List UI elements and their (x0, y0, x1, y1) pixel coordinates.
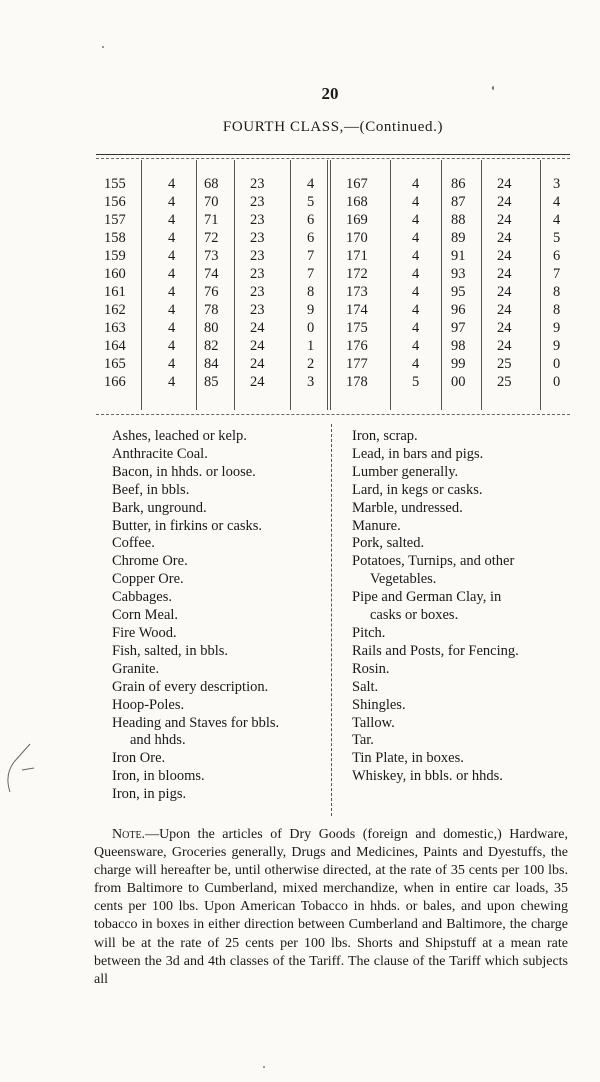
note-label: Note. (112, 827, 146, 842)
table-cell: 84 (204, 356, 219, 372)
margin-pencil-mark (0, 740, 40, 800)
article-item: Tallow. (352, 714, 395, 731)
articles-left-column (112, 428, 279, 804)
table-cell: 2 (307, 356, 315, 372)
article-item: Chrome Ore. (112, 553, 188, 570)
table-cell: 89 (451, 230, 466, 246)
table-cell: 96 (451, 302, 466, 318)
table-cell: 00 (451, 374, 466, 390)
table-cell: 160 (104, 266, 126, 282)
table-cell: 85 (204, 374, 219, 390)
article-item: Iron Ore. (112, 750, 166, 767)
table-cell: 80 (204, 320, 219, 336)
table-row (96, 338, 574, 356)
table-cell: 9 (553, 320, 561, 336)
table-top-rule (96, 154, 570, 155)
table-cell: 178 (346, 374, 368, 390)
table-cell: 7 (307, 266, 315, 282)
table-cell: 164 (104, 338, 126, 354)
article-item: Salt. (352, 678, 379, 695)
table-cell: 82 (204, 338, 219, 354)
table-cell: 23 (250, 212, 265, 228)
table-cell: 4 (168, 356, 176, 372)
table-cell: 6 (553, 248, 561, 264)
table-cell: 162 (104, 302, 126, 318)
article-item: Grain of every description. (112, 678, 269, 695)
article-item: Marble, undressed. (352, 499, 463, 516)
article-item: Shingles. (352, 696, 406, 713)
table-cell: 6 (307, 212, 315, 228)
table-cell: 156 (104, 194, 126, 210)
article-item: Fire Wood. (112, 624, 177, 641)
table-cell: 25 (497, 356, 512, 372)
table-cell: 72 (204, 230, 219, 246)
table-cell: 91 (451, 248, 466, 264)
table-cell: 4 (168, 320, 176, 336)
table-cell: 157 (104, 212, 126, 228)
table-cell: 159 (104, 248, 126, 264)
table-row (96, 212, 574, 230)
article-item: Heading and Staves for bbls. (112, 714, 280, 731)
table-cell: 8 (553, 284, 561, 300)
table-cell: 169 (346, 212, 368, 228)
table-top-rule-2 (96, 158, 570, 159)
table-cell: 174 (346, 302, 368, 318)
table-row (96, 320, 574, 338)
table-cell: 177 (346, 356, 368, 372)
table-cell: 24 (497, 230, 512, 246)
table-cell: 4 (168, 248, 176, 264)
table-cell: 4 (412, 356, 420, 372)
article-item: Anthracite Coal. (112, 445, 208, 462)
table-cell: 158 (104, 230, 126, 246)
article-item: Bacon, in hhds. or loose. (112, 463, 256, 480)
table-row (96, 230, 574, 248)
class-heading-title: FOURTH CLASS, (222, 119, 345, 135)
table-cell: 8 (307, 284, 315, 300)
table-cell: 23 (250, 230, 265, 246)
table-row (96, 194, 574, 212)
table-cell: 71 (204, 212, 219, 228)
table-cell: 9 (307, 302, 315, 318)
table-cell: 4 (168, 284, 176, 300)
table-cell: 4 (168, 212, 176, 228)
article-item: Cabbages. (112, 589, 172, 606)
article-item: Pork, salted. (352, 535, 425, 552)
table-cell: 23 (250, 266, 265, 282)
article-item: Iron, in blooms. (112, 768, 205, 785)
article-item-continuation: casks or boxes. (370, 607, 459, 624)
table-cell: 24 (497, 248, 512, 264)
table-cell: 24 (497, 320, 512, 336)
table-cell: 167 (346, 176, 368, 192)
table-cell: 5 (412, 374, 420, 390)
class-heading-suffix: —(Continued.) (344, 119, 444, 135)
table-cell: 8 (553, 302, 561, 318)
table-cell: 5 (307, 194, 315, 210)
table-cell: 7 (307, 248, 315, 264)
table-cell: 4 (412, 302, 420, 318)
table-cell: 24 (250, 356, 265, 372)
table-cell: 86 (451, 176, 466, 192)
table-cell: 9 (553, 338, 561, 354)
table-row (96, 302, 574, 320)
table-cell: 4 (168, 302, 176, 318)
table-cell: 24 (250, 374, 265, 390)
table-cell: 4 (412, 194, 420, 210)
table-cell: 4 (553, 212, 561, 228)
table-cell: 4 (168, 338, 176, 354)
table-cell: 24 (497, 176, 512, 192)
article-item: Bark, unground. (112, 499, 207, 516)
table-row (96, 176, 574, 194)
article-item: Tin Plate, in boxes. (352, 750, 464, 767)
table-cell: 4 (553, 194, 561, 210)
table-cell: 3 (307, 374, 315, 390)
table-cell: 6 (307, 230, 315, 246)
table-cell: 74 (204, 266, 219, 282)
table-cell: 5 (553, 230, 561, 246)
scan-speck (102, 46, 104, 48)
table-cell: 23 (250, 194, 265, 210)
table-cell: 24 (497, 338, 512, 354)
table-row (96, 266, 574, 284)
article-item: Whiskey, in bbls. or hhds. (352, 768, 503, 785)
table-cell: 4 (412, 266, 420, 282)
table-cell: 168 (346, 194, 368, 210)
table-cell: 23 (250, 302, 265, 318)
table-cell: 24 (497, 302, 512, 318)
article-item: Pitch. (352, 624, 386, 641)
table-cell: 95 (451, 284, 466, 300)
table-cell: 165 (104, 356, 126, 372)
table-cell: 70 (204, 194, 219, 210)
table-cell: 3 (553, 176, 561, 192)
article-item: Butter, in firkins or casks. (112, 517, 263, 534)
table-cell: 4 (168, 374, 176, 390)
table-cell: 163 (104, 320, 126, 336)
table-cell: 4 (168, 266, 176, 282)
table-cell: 4 (412, 320, 420, 336)
table-row (96, 374, 574, 392)
table-cell: 99 (451, 356, 466, 372)
table-bottom-rule (96, 414, 570, 415)
article-item: Rosin. (352, 660, 390, 677)
table-cell: 4 (412, 230, 420, 246)
table-cell: 7 (553, 266, 561, 282)
article-item: Potatoes, Turnips, and other (352, 553, 515, 570)
article-item: Lead, in bars and pigs. (352, 445, 484, 462)
table-cell: 4 (412, 212, 420, 228)
article-item: Tar. (352, 732, 374, 749)
table-cell: 4 (412, 248, 420, 264)
article-item-continuation: and hhds. (130, 732, 186, 749)
table-cell: 88 (451, 212, 466, 228)
table-cell: 23 (250, 248, 265, 264)
table-cell: 24 (497, 194, 512, 210)
table-cell: 24 (497, 266, 512, 282)
table-cell: 73 (204, 248, 219, 264)
table-cell: 166 (104, 374, 126, 390)
article-item: Rails and Posts, for Fencing. (352, 642, 519, 659)
table-cell: 0 (553, 374, 561, 390)
page-number: 20 (321, 84, 339, 103)
article-item: Hoop-Poles. (112, 696, 185, 713)
table-cell: 161 (104, 284, 126, 300)
table-cell: 98 (451, 338, 466, 354)
table-cell: 4 (168, 230, 176, 246)
article-item-continuation: Vegetables. (370, 571, 437, 588)
table-cell: 24 (497, 212, 512, 228)
articles-divider (331, 424, 332, 816)
scan-speck (492, 86, 494, 90)
table-cell: 4 (412, 284, 420, 300)
table-cell: 173 (346, 284, 368, 300)
table-cell: 4 (168, 194, 176, 210)
table-cell: 76 (204, 284, 219, 300)
table-cell: 176 (346, 338, 368, 354)
table-cell: 155 (104, 176, 126, 192)
article-item: Pipe and German Clay, in (352, 589, 502, 606)
article-item: Copper Ore. (112, 571, 184, 588)
article-item: Manure. (352, 517, 401, 534)
table-cell: 175 (346, 320, 368, 336)
class-heading (0, 119, 600, 136)
table-cell: 0 (307, 320, 315, 336)
table-cell: 23 (250, 284, 265, 300)
table-row (96, 248, 574, 266)
table-cell: 25 (497, 374, 512, 390)
article-item: Iron, in pigs. (112, 786, 187, 803)
table-cell: 172 (346, 266, 368, 282)
table-cell: 97 (451, 320, 466, 336)
article-item: Lard, in kegs or casks. (352, 481, 483, 498)
table-cell: 24 (250, 320, 265, 336)
article-item: Coffee. (112, 535, 155, 552)
article-item: Lumber generally. (352, 463, 459, 480)
table-cell: 87 (451, 194, 466, 210)
table-cell: 4 (168, 176, 176, 192)
table-cell: 170 (346, 230, 368, 246)
article-item: Ashes, leached or kelp. (112, 428, 247, 444)
rate-table (96, 176, 574, 392)
table-cell: 78 (204, 302, 219, 318)
article-item: Iron, scrap. (352, 428, 418, 444)
scan-speck (263, 1066, 265, 1068)
article-item: Fish, salted, in bbls. (112, 642, 229, 659)
article-item: Corn Meal. (112, 607, 179, 624)
articles-right-column (352, 428, 519, 786)
table-cell: 68 (204, 176, 219, 192)
article-item: Beef, in bbls. (112, 481, 190, 498)
table-row (96, 284, 574, 302)
table-cell: 171 (346, 248, 368, 264)
table-cell: 93 (451, 266, 466, 282)
table-cell: 4 (412, 176, 420, 192)
table-cell: 24 (497, 284, 512, 300)
table-row (96, 356, 574, 374)
table-cell: 4 (412, 338, 420, 354)
table-cell: 4 (307, 176, 315, 192)
table-cell: 0 (553, 356, 561, 372)
table-cell: 23 (250, 176, 265, 192)
table-cell: 24 (250, 338, 265, 354)
note-paragraph (94, 826, 568, 989)
table-cell: 1 (307, 338, 315, 354)
article-item: Granite. (112, 660, 160, 677)
note-body: —Upon the articles of Dry Goods (foreign and domestic,) Hardware, Queensware, Groceries generally, Drugs and Medicines, Paints and Dyestuffs, the charge will hereafter be, until otherwise directed, at the rate of 35 cents per 100 lbs. from Baltimore to Cumberland, mixed merchandize, when in entire car loads, 35 cents per 100 lbs. Upon American Tobacco in hhds. or bales, and upon chewing tobacco in boxes in either direction between Cumberland and Baltimore, the charge will be at the rate of 25 cents per 100 lbs. Shorts and Shipstuff at a mean rate between the 3d and 4th classes of the Tariff. The clause of the Tariff which subjects all (94, 827, 568, 987)
